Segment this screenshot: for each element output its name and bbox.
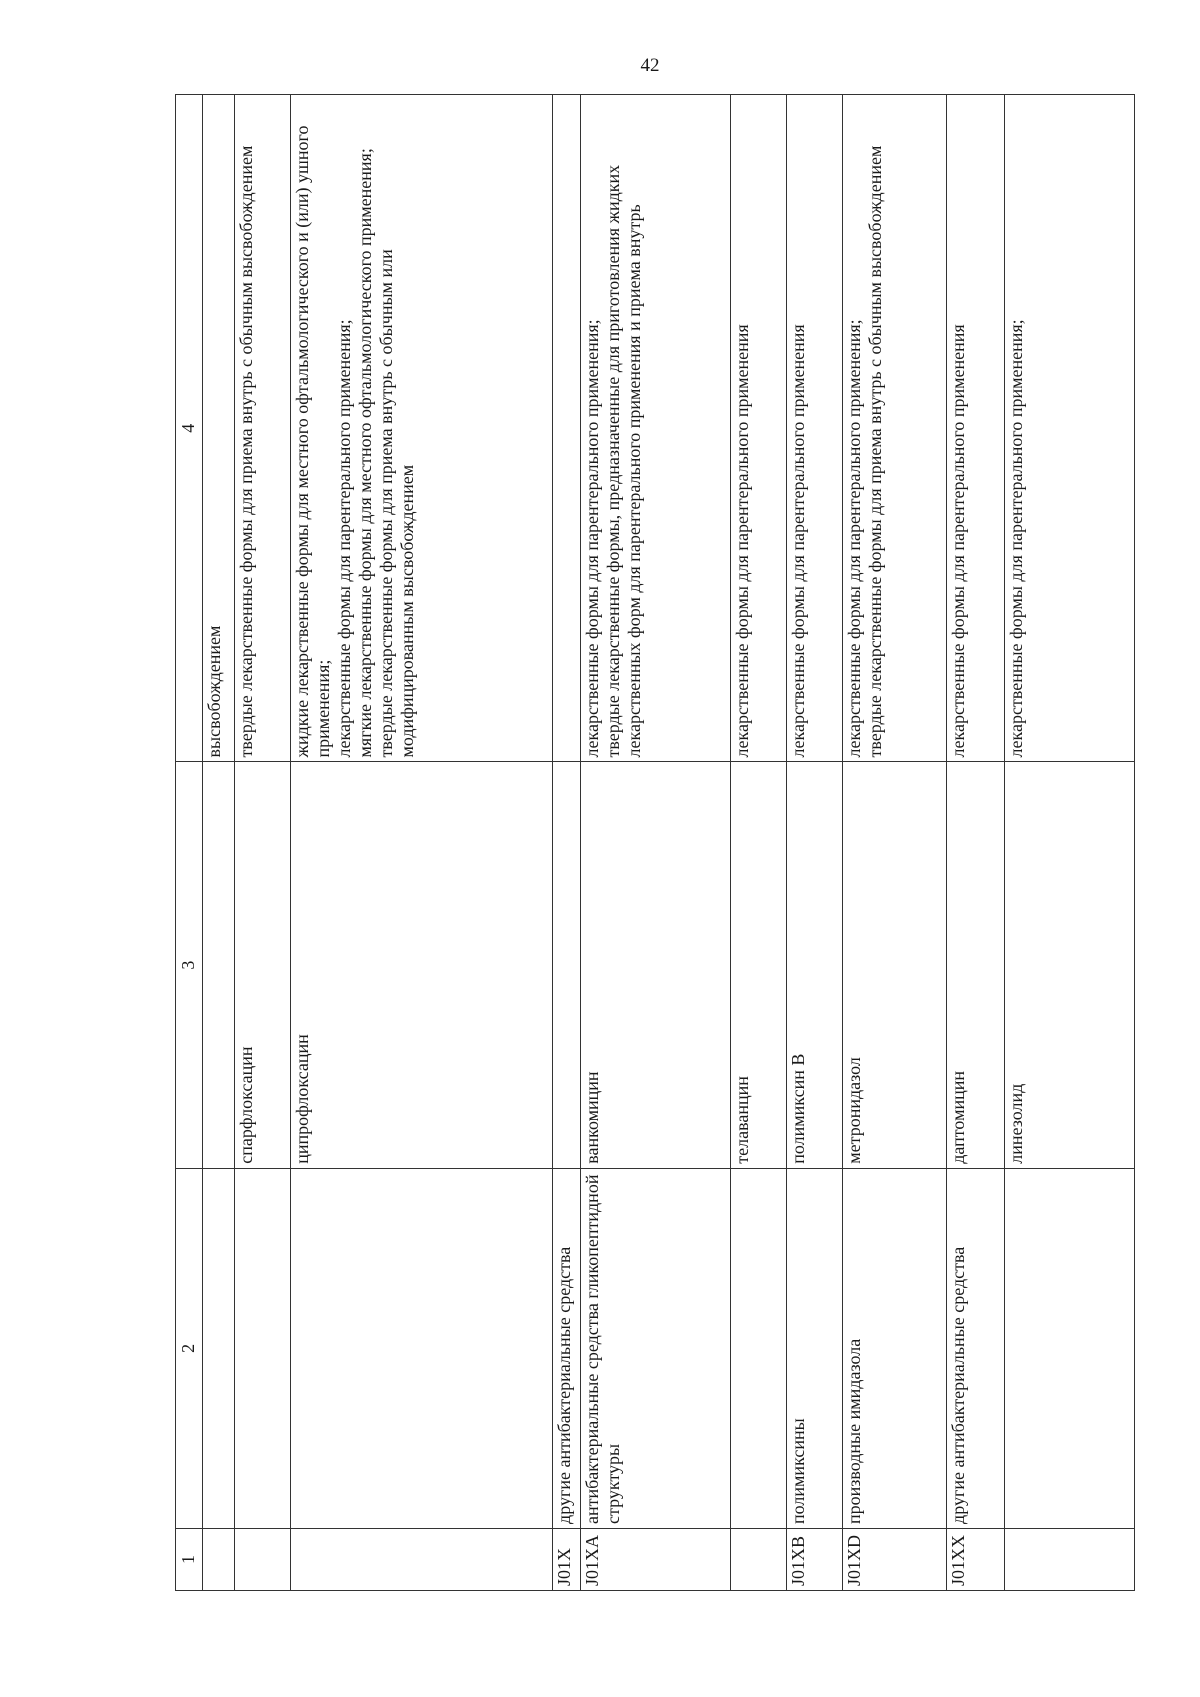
substance-cell: телаванцин [731, 762, 787, 1168]
code-cell [203, 1528, 235, 1590]
substance-cell: даптомицин [947, 762, 1005, 1168]
rotated-table-wrapper [175, 94, 1135, 1591]
substance-cell: метронидазол [843, 762, 947, 1168]
header-cell: 1 [176, 1528, 203, 1590]
substance-cell: линезолид [1005, 762, 1135, 1168]
code-cell [1005, 1528, 1135, 1590]
code-cell: J01XB [787, 1528, 843, 1590]
substance-cell [553, 762, 581, 1168]
table-row [581, 95, 731, 1591]
table-row [843, 95, 947, 1591]
form-cell [581, 95, 731, 762]
group-cell: другие антибактериальные средства [553, 1168, 581, 1528]
code-cell [235, 1528, 291, 1590]
form-cell: лекарственные формы для парентерального применения [787, 95, 843, 762]
group-cell: антибактериальные средства гликопептидной структуры [581, 1168, 731, 1528]
group-cell [731, 1168, 787, 1528]
code-cell: J01XA [581, 1528, 731, 1590]
table-row [291, 95, 553, 1591]
table-row [947, 95, 1005, 1591]
form-cell: лекарственные формы для парентерального применения; [1005, 95, 1135, 762]
page-number: 42 [640, 55, 660, 76]
code-cell [731, 1528, 787, 1590]
code-cell [291, 1528, 553, 1590]
drug-table [175, 94, 1135, 1591]
substance-cell [203, 762, 235, 1168]
table-row [553, 95, 581, 1591]
form-cell: лекарственные формы для парентерального применения [731, 95, 787, 762]
table-row [1005, 95, 1135, 1591]
form-line: мягкие лекарственные формы для местного офтальмологического применения; твердые лекарственные формы для приема внутрь с обычным или модифицированным высвобождением [355, 148, 417, 758]
code-cell: J01XX [947, 1528, 1005, 1590]
substance-cell: ванкомицин [581, 762, 731, 1168]
table-row [235, 95, 291, 1591]
form-line: твердые лекарственные формы, предназначенные для приготовления жидких лекарственных форм для парентерального применения и приема внутрь [603, 164, 644, 758]
table-row [731, 95, 787, 1591]
group-cell: производные имидазола [843, 1168, 947, 1528]
table-row [787, 95, 843, 1591]
group-cell [235, 1168, 291, 1528]
header-cell: 4 [176, 95, 203, 762]
group-cell [1005, 1168, 1135, 1528]
group-cell: полимиксины [787, 1168, 843, 1528]
form-line: жидкие лекарственные формы для местного офтальмологического и (или) ушного применения; [292, 125, 333, 758]
substance-cell: спарфлоксацин [235, 762, 291, 1168]
form-line: лекарственные формы для парентерального применения; [334, 319, 354, 758]
group-cell [203, 1168, 235, 1528]
table-row [203, 95, 235, 1591]
substance-cell: полимиксин В [787, 762, 843, 1168]
substance-cell: ципрофлоксацин [291, 762, 553, 1168]
table-header-row [176, 95, 203, 1591]
code-cell: J01X [553, 1528, 581, 1590]
form-line: лекарственные формы для парентерального применения; [582, 319, 602, 758]
form-cell: лекарственные формы для парентерального применения [947, 95, 1005, 762]
form-cell [553, 95, 581, 762]
form-line: лекарственные формы для парентерального применения; [844, 319, 864, 758]
form-cell: твердые лекарственные формы для приема внутрь с обычным высвобождением [235, 95, 291, 762]
group-cell: другие антибактериальные средства [947, 1168, 1005, 1528]
group-cell [291, 1168, 553, 1528]
header-cell: 2 [176, 1168, 203, 1528]
code-cell: J01XD [843, 1528, 947, 1590]
form-line: твердые лекарственные формы для приема внутрь с обычным высвобождением [865, 145, 885, 758]
form-cell: высвобождением [203, 95, 235, 762]
header-cell: 3 [176, 762, 203, 1168]
form-cell [291, 95, 553, 762]
form-cell [843, 95, 947, 762]
